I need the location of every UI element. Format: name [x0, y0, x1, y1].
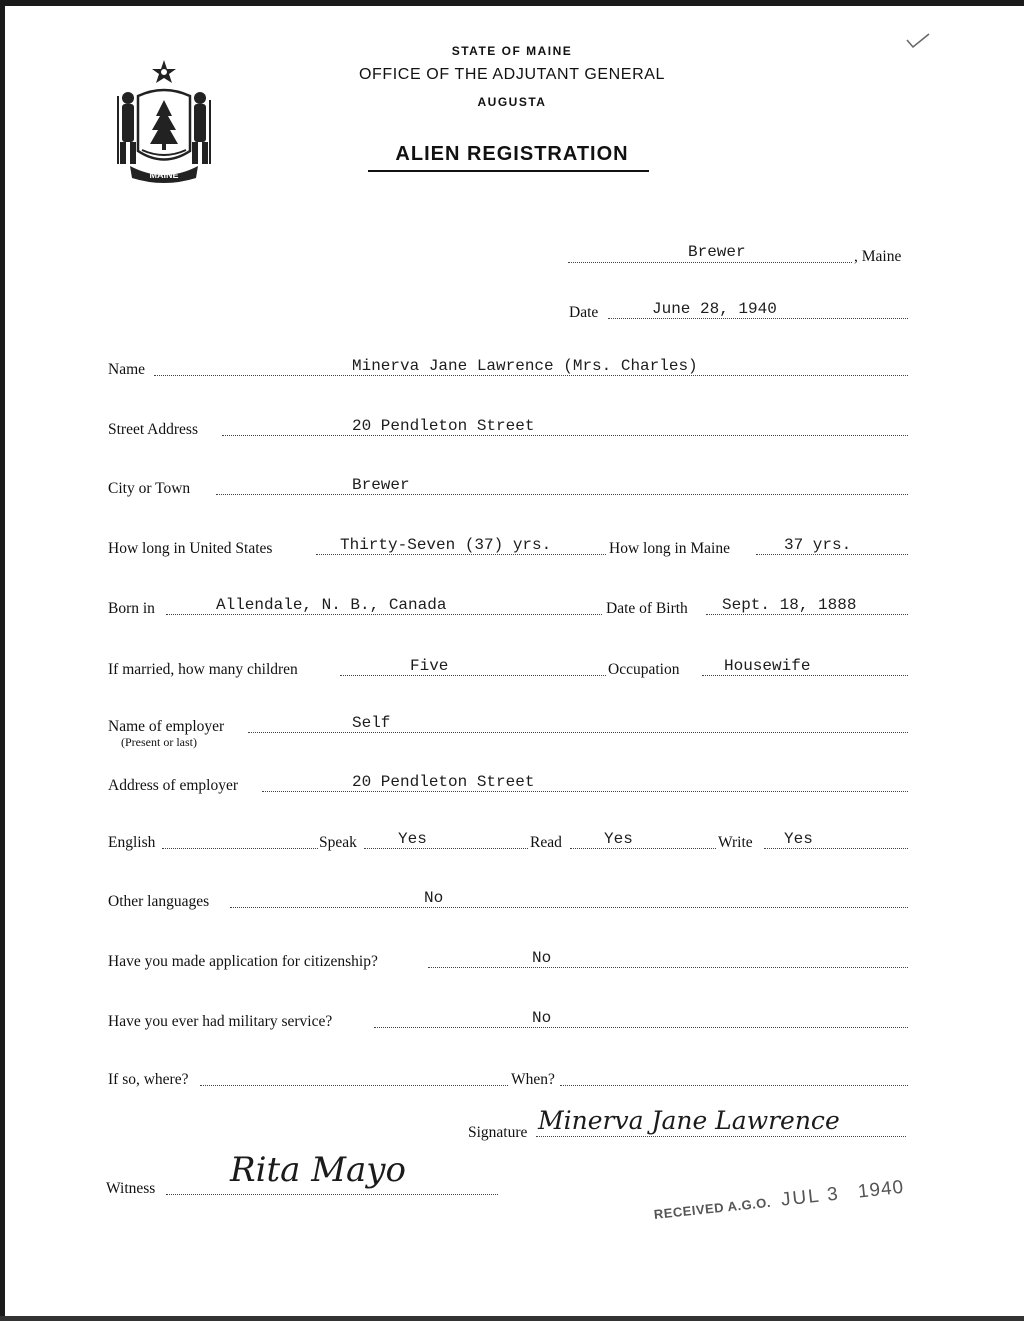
occupation-value: Housewife: [724, 657, 811, 675]
english-line: [162, 848, 318, 849]
us-duration-value: Thirty-Seven (37) yrs.: [340, 536, 552, 554]
us-duration-line: [316, 554, 606, 555]
signature-handwriting: Minerva Jane Lawrence: [538, 1106, 840, 1135]
witness-handwriting: Rita Mayo: [230, 1150, 406, 1190]
children-value: Five: [410, 657, 449, 675]
citizenship-label: Have you made application for citizenship?: [108, 953, 378, 970]
title-underline: [368, 170, 649, 172]
other-languages-value: No: [424, 889, 444, 907]
birthplace-label: Born in: [108, 600, 155, 617]
maine-duration-label: How long in Maine: [609, 540, 730, 557]
military-label: Have you ever had military service?: [108, 1013, 333, 1030]
location-label: , Maine: [854, 248, 902, 265]
maine-duration-line: [756, 554, 908, 555]
name-label: Name: [108, 361, 146, 378]
street-line: [222, 435, 908, 436]
signature-line: [536, 1136, 906, 1137]
write-line: [764, 848, 908, 849]
location-value: Brewer: [688, 243, 746, 261]
read-label: Read: [530, 834, 562, 851]
form-title: ALIEN REGISTRATION: [395, 143, 629, 165]
other-languages-label: Other languages: [108, 893, 210, 910]
dob-value: Sept. 18, 1888: [722, 596, 857, 614]
date-value: June 28, 1940: [652, 300, 777, 318]
street-value: 20 Pendleton Street: [352, 417, 535, 435]
speak-line: [364, 848, 528, 849]
received-stamp: [653, 1177, 906, 1225]
where-label: If so, where?: [108, 1071, 189, 1088]
header-city: AUGUSTA: [477, 95, 547, 109]
when-label: When?: [511, 1071, 555, 1088]
stamp-date: JUL 3: [779, 1183, 841, 1211]
children-label: If married, how many children: [108, 661, 298, 678]
english-label: English: [108, 834, 156, 851]
write-label: Write: [718, 834, 753, 851]
speak-label: Speak: [319, 834, 357, 851]
employer-label: Name of employer: [108, 718, 225, 735]
city-label: City or Town: [108, 480, 191, 497]
header-state: STATE OF MAINE: [451, 44, 573, 58]
name-value: Minerva Jane Lawrence (Mrs. Charles): [352, 357, 698, 375]
witness-line: [166, 1194, 498, 1195]
employer-sublabel: (Present or last): [121, 735, 197, 749]
dob-label: Date of Birth: [606, 600, 688, 617]
employer-address-label: Address of employer: [108, 777, 238, 794]
date-line: [608, 318, 908, 319]
scan-border-bottom: [0, 1316, 1024, 1321]
citizenship-value: No: [532, 949, 552, 967]
military-line: [374, 1027, 908, 1028]
birthplace-line: [166, 614, 602, 615]
speak-value: Yes: [398, 830, 427, 848]
dob-line: [706, 614, 908, 615]
when-line: [560, 1085, 908, 1086]
name-line: [154, 375, 908, 376]
signature-label: Signature: [468, 1124, 528, 1141]
employer-address-line: [262, 791, 908, 792]
birthplace-value: Allendale, N. B., Canada: [216, 596, 447, 614]
location-line: [568, 262, 852, 263]
city-line: [216, 494, 908, 495]
employer-address-value: 20 Pendleton Street: [352, 773, 535, 791]
scan-border-left: [0, 0, 5, 1321]
us-duration-label: How long in United States: [108, 540, 273, 557]
where-line: [200, 1085, 508, 1086]
read-value: Yes: [604, 830, 633, 848]
maine-duration-value: 37 yrs.: [784, 536, 852, 554]
witness-label: Witness: [106, 1180, 156, 1197]
write-value: Yes: [784, 830, 813, 848]
svg-text:MAINE: MAINE: [149, 170, 179, 180]
scan-border-top: [0, 0, 1024, 6]
employer-line: [248, 732, 908, 733]
occupation-line: [702, 675, 908, 676]
read-line: [570, 848, 716, 849]
maine-state-seal-icon: [108, 56, 220, 186]
city-value: Brewer: [352, 476, 410, 494]
stamp-received-text: RECEIVED A.G.O.: [653, 1194, 772, 1223]
employer-value: Self: [352, 714, 391, 732]
citizenship-line: [428, 967, 908, 968]
occupation-label: Occupation: [608, 661, 680, 678]
military-value: No: [532, 1009, 552, 1027]
stamp-year: 1940: [856, 1176, 906, 1203]
date-label: Date: [569, 304, 599, 321]
header-office: OFFICE OF THE ADJUTANT GENERAL: [358, 66, 666, 83]
street-label: Street Address: [108, 421, 198, 438]
other-languages-line: [230, 907, 908, 908]
children-line: [340, 675, 606, 676]
check-mark-icon: [905, 30, 931, 50]
